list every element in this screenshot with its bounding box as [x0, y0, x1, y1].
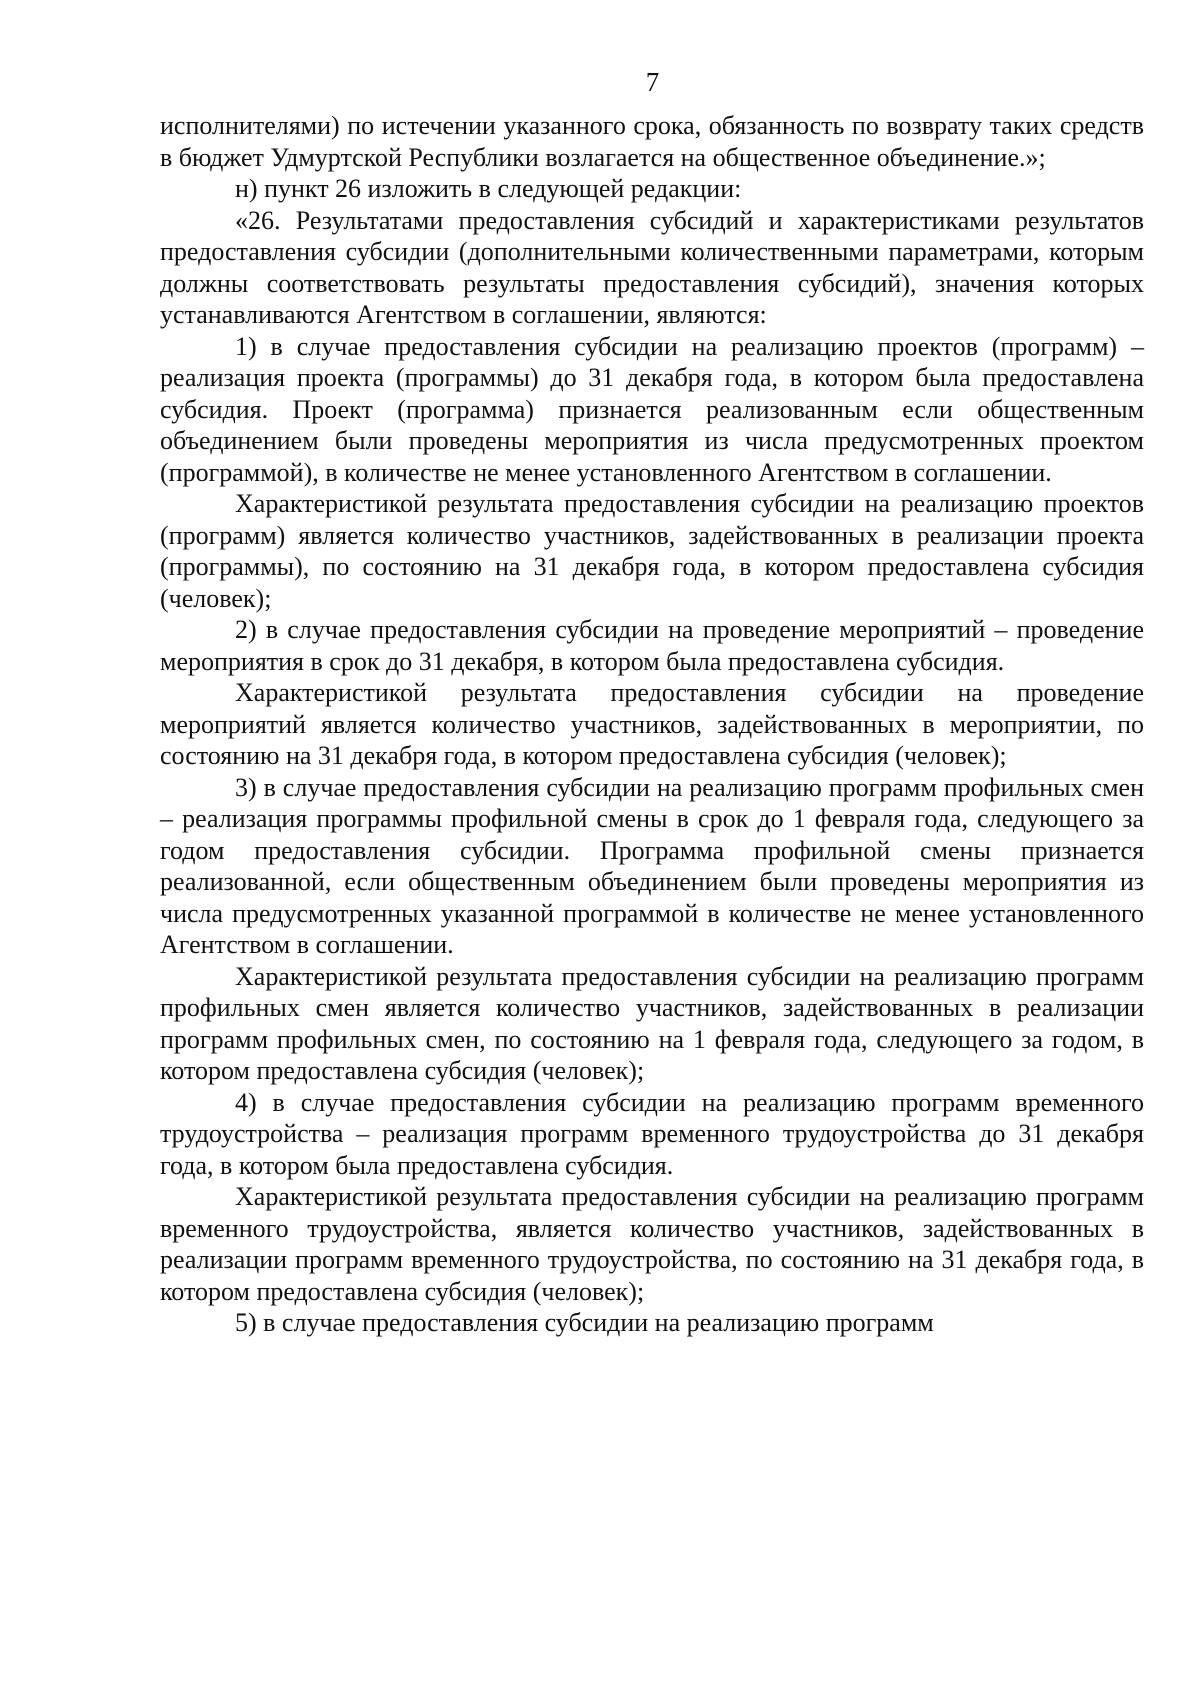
paragraph: 1) в случае предоставления субсидии на реализацию проектов (программ) – реализация проекта (программы) до 31 декабря года, в котором была предоставлена субсидия. Проект (программа) признается реализованным если общественным объединением были проведены мероприятия из числа предусмотренных проектом (программой), в количестве не менее установленного Агентством в соглашении. [160, 331, 1144, 487]
document-body [160, 110, 1144, 1339]
paragraph: 2) в случае предоставления субсидии на проведение мероприятий – проведение мероприятия в срок до 31 декабря, в котором была предоставлена субсидия. [160, 615, 1144, 676]
paragraph: 5) в случае предоставления субсидии на реализацию программ [235, 1308, 934, 1337]
paragraph: Характеристикой результата предоставления субсидии на реализацию программ профильных смен является количество участников, задействованных в реализации программ профильных смен, по состоянию на 1 февраля года, следующего за годом, в котором предоставлена субсидия (человек); [160, 961, 1144, 1085]
paragraph: н) пункт 26 изложить в следующей редакции: [235, 174, 742, 203]
paragraph: Характеристикой результата предоставления субсидии на реализацию программ временного трудоустройства, является количество участников, задействованных в реализации программ временного трудоустройства, по состоянию на 31 декабря года, в котором предоставлена субсидия (человек); [160, 1182, 1144, 1306]
paragraph: исполнителями) по истечении указанного срока, обязанность по возврату таких средств в бюджет Удмуртской Республики возлагается на общественное объединение.»; [160, 111, 1144, 172]
paragraph: «26. Результатами предоставления субсидий и характеристиками результатов предоставления субсидии (дополнительными количественными параметрами, которым должны соответствовать результаты предоставления субсидий), значения которых устанавливаются Агентством в соглашении, являются: [160, 205, 1144, 329]
paragraph: Характеристикой результата предоставления субсидии на реализацию проектов (программ) является количество участников, задействованных в реализации проекта (программы), по состоянию на 31 декабря года, в котором предоставлена субсидия (человек); [160, 489, 1144, 613]
paragraph: Характеристикой результата предоставления субсидии на проведение мероприятий является количество участников, задействованных в мероприятии, по состоянию на 31 декабря года, в котором предоставлена субсидия (человек); [160, 678, 1144, 770]
paragraph: 4) в случае предоставления субсидии на реализацию программ временного трудоустройства – реализация программ временного трудоустройства до 31 декабря года, в котором была предоставлена субсидия. [160, 1087, 1144, 1180]
paragraph: 3) в случае предоставления субсидии на реализацию программ профильных смен – реализация программы профильной смены в срок до 1 февраля года, следующего за годом предоставления субсидии. Программа профильной смены признается реализованной, если общественным объединением были проведены мероприятия из числа предусмотренных указанной программой в количестве не менее установленного Агентством в соглашении. [160, 772, 1144, 959]
page-number: 7 [645, 67, 660, 97]
